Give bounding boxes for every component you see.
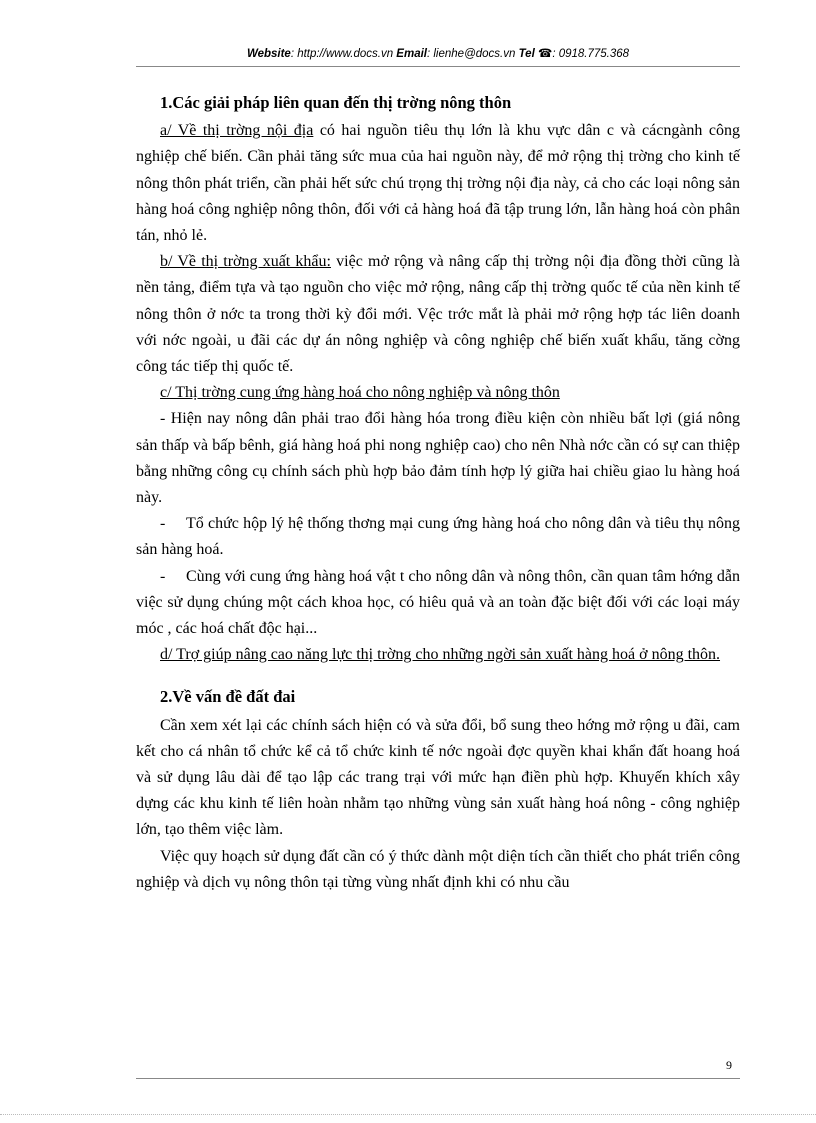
page-edge-dots (0, 1114, 816, 1115)
bullet-marker: - (160, 567, 166, 585)
header-divider (136, 66, 740, 67)
paragraph-c-label-text: c/ Thị trờng cung ứng hàng hoá cho nông nghiệp và nông thôn (160, 384, 560, 402)
website-label: Website (246, 48, 291, 60)
paragraph-c-label (136, 380, 740, 406)
bullet-item-2-text: Cùng với cung ứng hàng hoá vật t cho nông dân và nông thôn, cần quan tâm hớng dẫn việc sử dụng chúng một cách khoa học, có hiêu quả và an toàn đặc biệt đối với các loại máy móc , các hoá chất độc hại... (136, 567, 740, 638)
paragraph-d-label: d/ Trợ giúp nâng cao năng lực thị trờng cho những ngời sản xuất hàng hoá ở nông thôn. (160, 646, 721, 664)
paragraph-a (136, 118, 740, 249)
page-header (136, 46, 740, 60)
paragraph-b (136, 249, 740, 380)
section1-title: 1.Các giải pháp liên quan đến thị trờng nông thôn (160, 93, 512, 112)
website-value: : http://www.docs.vn (290, 48, 394, 60)
paragraph-b-text: việc mở rộng và nâng cấp thị trờng nội địa đồng thời cũng là nền tảng, điểm tựa và tạo nguồn cho việc mở rộng, nâng cấp thị trờng quốc tế của nền kinh tế nông thôn ở nớc ta trong thời kỳ đổi mới. Vệc trớc mắt là phải mở rộng hợp tác liên doanh với nớc ngoài, u đãi các dự án nông nghiệp và công nghiệp chế biến xuất khẩu, tăng cờng công tác tiếp thị quốc tế. (136, 253, 740, 376)
paragraph-a-text: có hai nguồn tiêu thụ lớn là khu vực dân c và cácngành công nghiệp chế biến. Cần phải tăng sức mua của hai nguồn này, để mở rộng thị trờng cho kinh tế nông thôn phát triển, cần phải hết sức chú trọng thị trờng nội địa này, cả cho các loại nông sản hàng hoá công nghiệp nông thôn, đối với cả hàng hoá đã tập trung lớn, lẫn hàng hoá còn phân tán, nhỏ lẻ. (136, 122, 741, 245)
tel-label: Tel (518, 48, 535, 60)
paragraph-b-label: b/ Về thị trờng xuất khẩu: (160, 253, 331, 271)
section2-paragraph-2: Việc quy hoạch sử dụng đất cần có ý thức dành một diện tích cần thiết cho phát triển công nghiệp và dịch vụ nông thôn tại từng vùng nhất định khi có nhu cầu (136, 847, 740, 891)
bullet-item-1-text: Tổ chức hộp lý hệ thống thơng mại cung ứng hàng hoá cho nông dân và tiêu thụ nông sản hàng hoá. (136, 515, 740, 559)
email-label: Email (396, 48, 427, 60)
document-body (136, 90, 740, 896)
section2-title: 2.Về vấn đề đất đai (160, 687, 296, 707)
page-number: 9 (726, 1058, 732, 1072)
footer-divider (136, 1078, 740, 1079)
tel-value: : 0918.775.368 (552, 48, 630, 60)
bullet-item-1 (136, 511, 740, 563)
section2-paragraph-1: Cần xem xét lại các chính sách hiện có và sửa đổi, bổ sung theo hớng mở rộng u đãi, cam kết cho cá nhân tổ chức kể cả tổ chức kinh tế nớc ngoài đợc quyền khai khẩn đất hoang hoá và sử dụng lâu dài để tạo lập các trang trại với mức hạn điền phù hợp. Khuyến khích xây dựng các khu kinh tế liên hoàn nhằm tạo những vùng sản xuất hàng hoá nông - công nghiệp lớn, tạo thêm việc làm. (136, 716, 740, 839)
bullet-item-2 (136, 564, 740, 643)
paragraph-a-label: a/ Về thị trờng nội địa (160, 122, 314, 140)
paragraph-c-text: - Hiện nay nông dân phải trao đổi hàng hóa trong điều kiện còn nhiều bất lợi (giá nông sản thấp và bấp bênh, giá hàng hoá phi nong nghiệp cao) cho nên Nhà nớc cần có sự can thiệp bằng những công cụ chính sách phù hợp bảo đảm tính hợp lý giữa hai chiều giao lu hàng hoá này. (136, 410, 740, 507)
paragraph-d (136, 642, 740, 668)
phone-icon: ☎ (537, 48, 553, 60)
bullet-marker: - (160, 515, 166, 533)
email-value: : lienhe@docs.vn (426, 48, 516, 60)
